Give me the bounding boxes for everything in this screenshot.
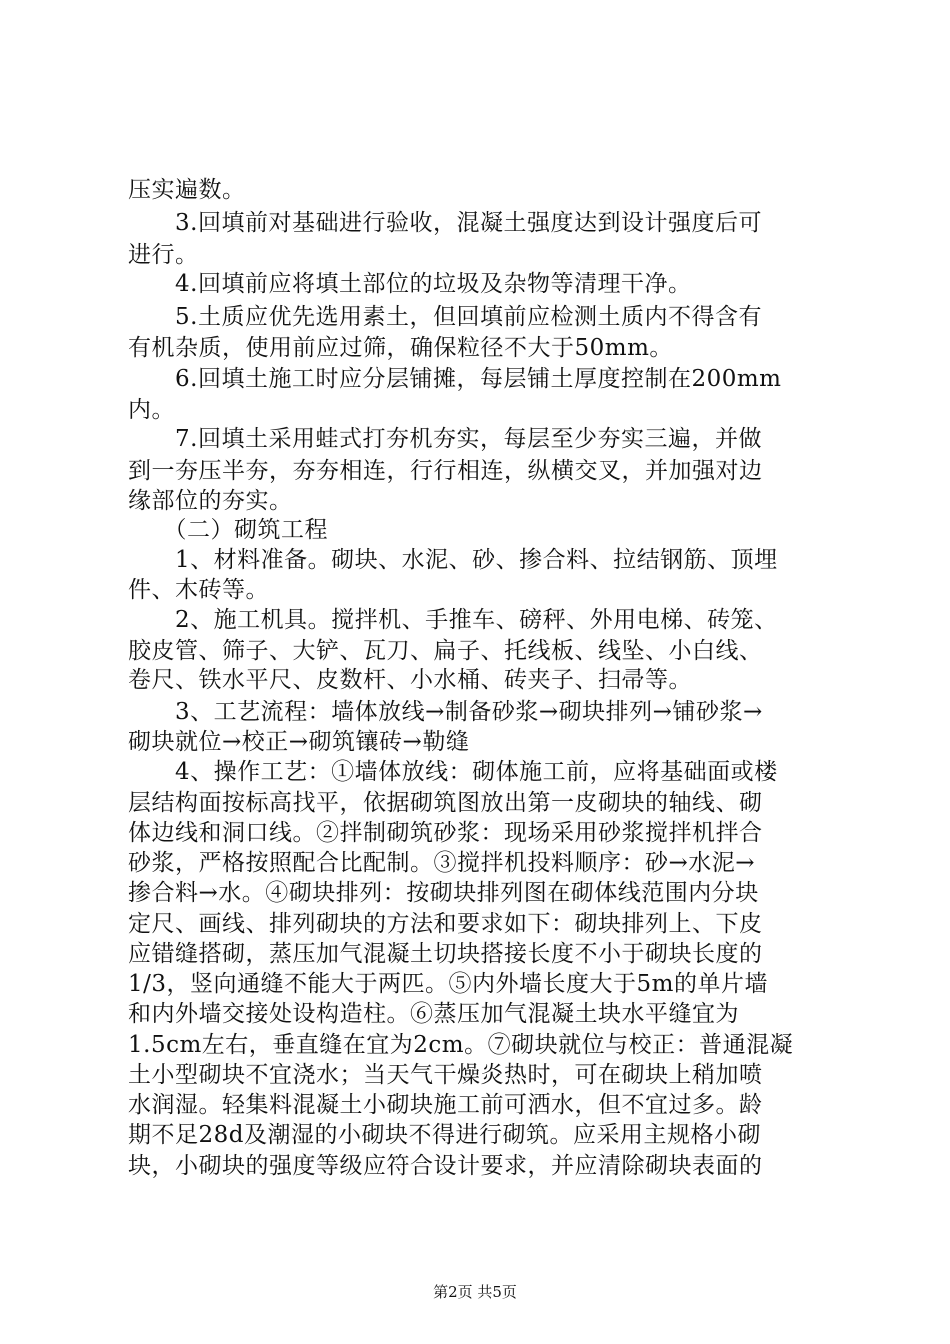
text-line: 应错缝搭砌，蒸压加气混凝土切块搭接长度不小于砌块长度的 — [128, 941, 763, 967]
text-line: 水润湿。轻集料混凝土小砌块施工前可洒水，但不宜过多。龄 — [128, 1092, 763, 1118]
text-line: 到一夯压半夯，夯夯相连，行行相连，纵横交叉，并加强对边 — [128, 458, 763, 484]
text-line: 有机杂质，使用前应过筛，确保粒径不大于50mm。 — [128, 335, 673, 361]
text-line: 土小型砌块不宜浇水；当天气干燥炎热时，可在砌块上稍加喷 — [128, 1062, 763, 1088]
text-line: 期不足28d及潮湿的小砌块不得进行砌筑。应采用主规格小砌 — [128, 1122, 761, 1148]
text-line: 1/3，竖向通缝不能大于两匹。⑤内外墙长度大于5m的单片墙 — [128, 971, 768, 997]
text-line: 掺合料→水。④砌块排列：按砌块排列图在砌体线范围内分块 — [128, 880, 759, 906]
text-line: 件、木砖等。 — [128, 577, 269, 603]
text-line: 定尺、画线、排列砌块的方法和要求如下：砌块排列上、下皮 — [128, 911, 763, 937]
text-line: 砂浆，严格按照配合比配制。③搅拌机投料顺序：砂→水泥→ — [128, 850, 756, 876]
text-line: 卷尺、铁水平尺、皮数杆、小水桶、砖夹子、扫帚等。 — [128, 667, 692, 693]
text-line: 内。 — [128, 397, 175, 423]
text-line: 砌块就位→校正→砌筑镶砖→勒缝 — [128, 729, 470, 755]
text-line: 缘部位的夯实。 — [128, 488, 293, 514]
page-number-footer: 第2页 共5页 — [433, 1283, 517, 1301]
text-line: 5.土质应优先选用素土，但回填前应检测土质内不得含有 — [128, 304, 762, 330]
text-line: 层结构面按标高找平，依据砌筑图放出第一皮砌块的轴线、砌 — [128, 790, 763, 816]
text-line: 胶皮管、筛子、大铲、瓦刀、扁子、托线板、线坠、小白线、 — [128, 638, 763, 664]
text-line: 3、工艺流程：墙体放线→制备砂浆→砌块排列→铺砂浆→ — [128, 699, 763, 725]
text-line: 压实遍数。 — [128, 177, 246, 203]
text-line: 6.回填土施工时应分层铺摊，每层铺土厚度控制在200mm — [128, 366, 782, 392]
text-line: 2、施工机具。搅拌机、手推车、磅秤、外用电梯、砖笼、 — [128, 607, 778, 633]
text-line: 进行。 — [128, 242, 199, 268]
text-line: 3.回填前对基础进行验收，混凝土强度达到设计强度后可 — [128, 210, 762, 236]
text-line: 1、材料准备。砌块、水泥、砂、掺合料、拉结钢筋、顶埋 — [128, 547, 778, 573]
text-line: 和内外墙交接处设构造柱。⑥蒸压加气混凝土块水平缝宜为 — [128, 1001, 739, 1027]
text-line: 4、操作工艺：①墙体放线：砌体施工前，应将基础面或楼 — [128, 759, 778, 785]
text-line: 块，小砌块的强度等级应符合设计要求，并应清除砌块表面的 — [128, 1153, 763, 1179]
text-line: 4.回填前应将填土部位的垃圾及杂物等清理干净。 — [128, 271, 692, 297]
text-line: 体边线和洞口线。②拌制砌筑砂浆：现场采用砂浆搅拌机拌合 — [128, 820, 763, 846]
text-line: 7.回填土采用蛙式打夯机夯实，每层至少夯实三遍，并做 — [128, 426, 762, 452]
section-heading: （二）砌筑工程 — [128, 517, 328, 543]
text-line: 1.5cm左右，垂直缝在宜为2cm。⑦砌块就位与校正：普通混凝 — [128, 1032, 794, 1058]
